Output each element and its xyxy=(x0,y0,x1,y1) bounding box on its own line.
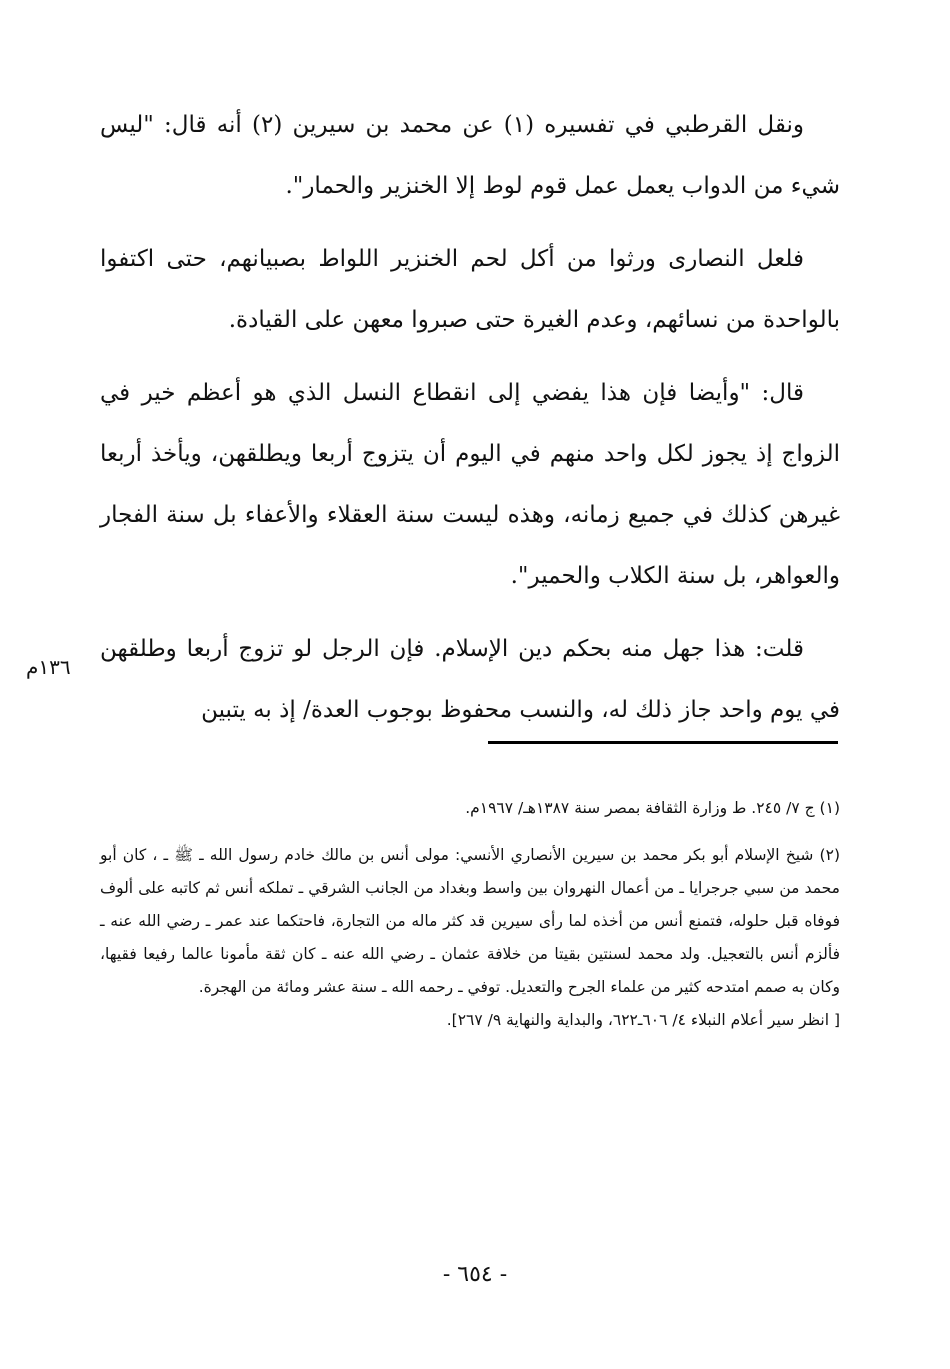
paragraph: فلعل النصارى ورثوا من أكل لحم الخنزير اللواط بصبيانهم، حتى اكتفوا بالواحدة من نسائهم، وعدم الغيرة حتى صبروا معهن على القيادة. xyxy=(100,246,840,333)
margin-page-reference: ١٣٦م xyxy=(26,655,71,679)
main-text xyxy=(100,95,840,753)
paragraph: قلت: هذا جهل منه بحكم دين الإسلام. فإن الرجل لو تزوج أربعا وطلقهن في يوم واحد جاز ذلك له، والنسب محفوظ بوجوب العدة/ إذ به يتبين xyxy=(100,636,840,723)
footnote: (٢) شيخ الإسلام أبو بكر محمد بن سيرين الأنصاري الأنسي: مولى أنس بن مالك خادم رسول الله ـ ﷺ ـ ، كان أبو محمد من سبي جرجرايا ـ من أعمال النهروان بين واسط وبغداد من الجانب الشرقي ـ تملكه أنس ثم كاتبه على ألوف فوفاه قبل حلوله، فتمنع أنس من أخذه لما رأى سيرين قد كثر ماله من التجارة، فاحتكما عند عمر ـ رضي الله عنه ـ فألزم أنس بالتعجيل. ولد محمد لسنتين بقيتا من خلافة عثمان ـ رضي الله عنه ـ كان ثقة مأمونا عالما رفيعا فقيها، وكان به صمم امتدحه كثير من علماء الجرح والتعديل. توفي ـ رحمه الله ـ سنة عشر ومائة من الهجرة. xyxy=(100,846,840,996)
footnote-separator xyxy=(488,741,838,744)
footnote: (١) ج ٧/ ٢٤٥. ط وزارة الثقافة بمصر سنة ١٣٨٧هـ/ ١٩٦٧م. xyxy=(465,799,840,817)
footnote-reference: [ انظر سير أعلام النبلاء ٤/ ٦٠٦ـ٦٢٢، والبداية والنهاية ٩/ ٢٦٧]. xyxy=(446,1011,840,1029)
page-number: - ٦٥٤ - xyxy=(442,1262,508,1287)
paragraph: ونقل القرطبي في تفسيره (١) عن محمد بن سيرين (٢) أنه قال: "ليس شيء من الدواب يعمل عمل قوم لوط إلا الخنزير والحمار". xyxy=(100,112,840,199)
footnotes xyxy=(100,792,840,1051)
paragraph: قال: "وأيضا فإن هذا يفضي إلى انقطاع النسل الذي هو أعظم خير في الزواج إذ يجوز لكل واحد منهم في اليوم أن يتزوج أربعا ويطلقهن، ويأخذ أربعا غيرهن كذلك في جميع زمانه، وهذه ليست سنة العقلاء والأعفاء بل سنة الفجار والعواهر، بل سنة الكلاب والحمير". xyxy=(100,380,840,589)
